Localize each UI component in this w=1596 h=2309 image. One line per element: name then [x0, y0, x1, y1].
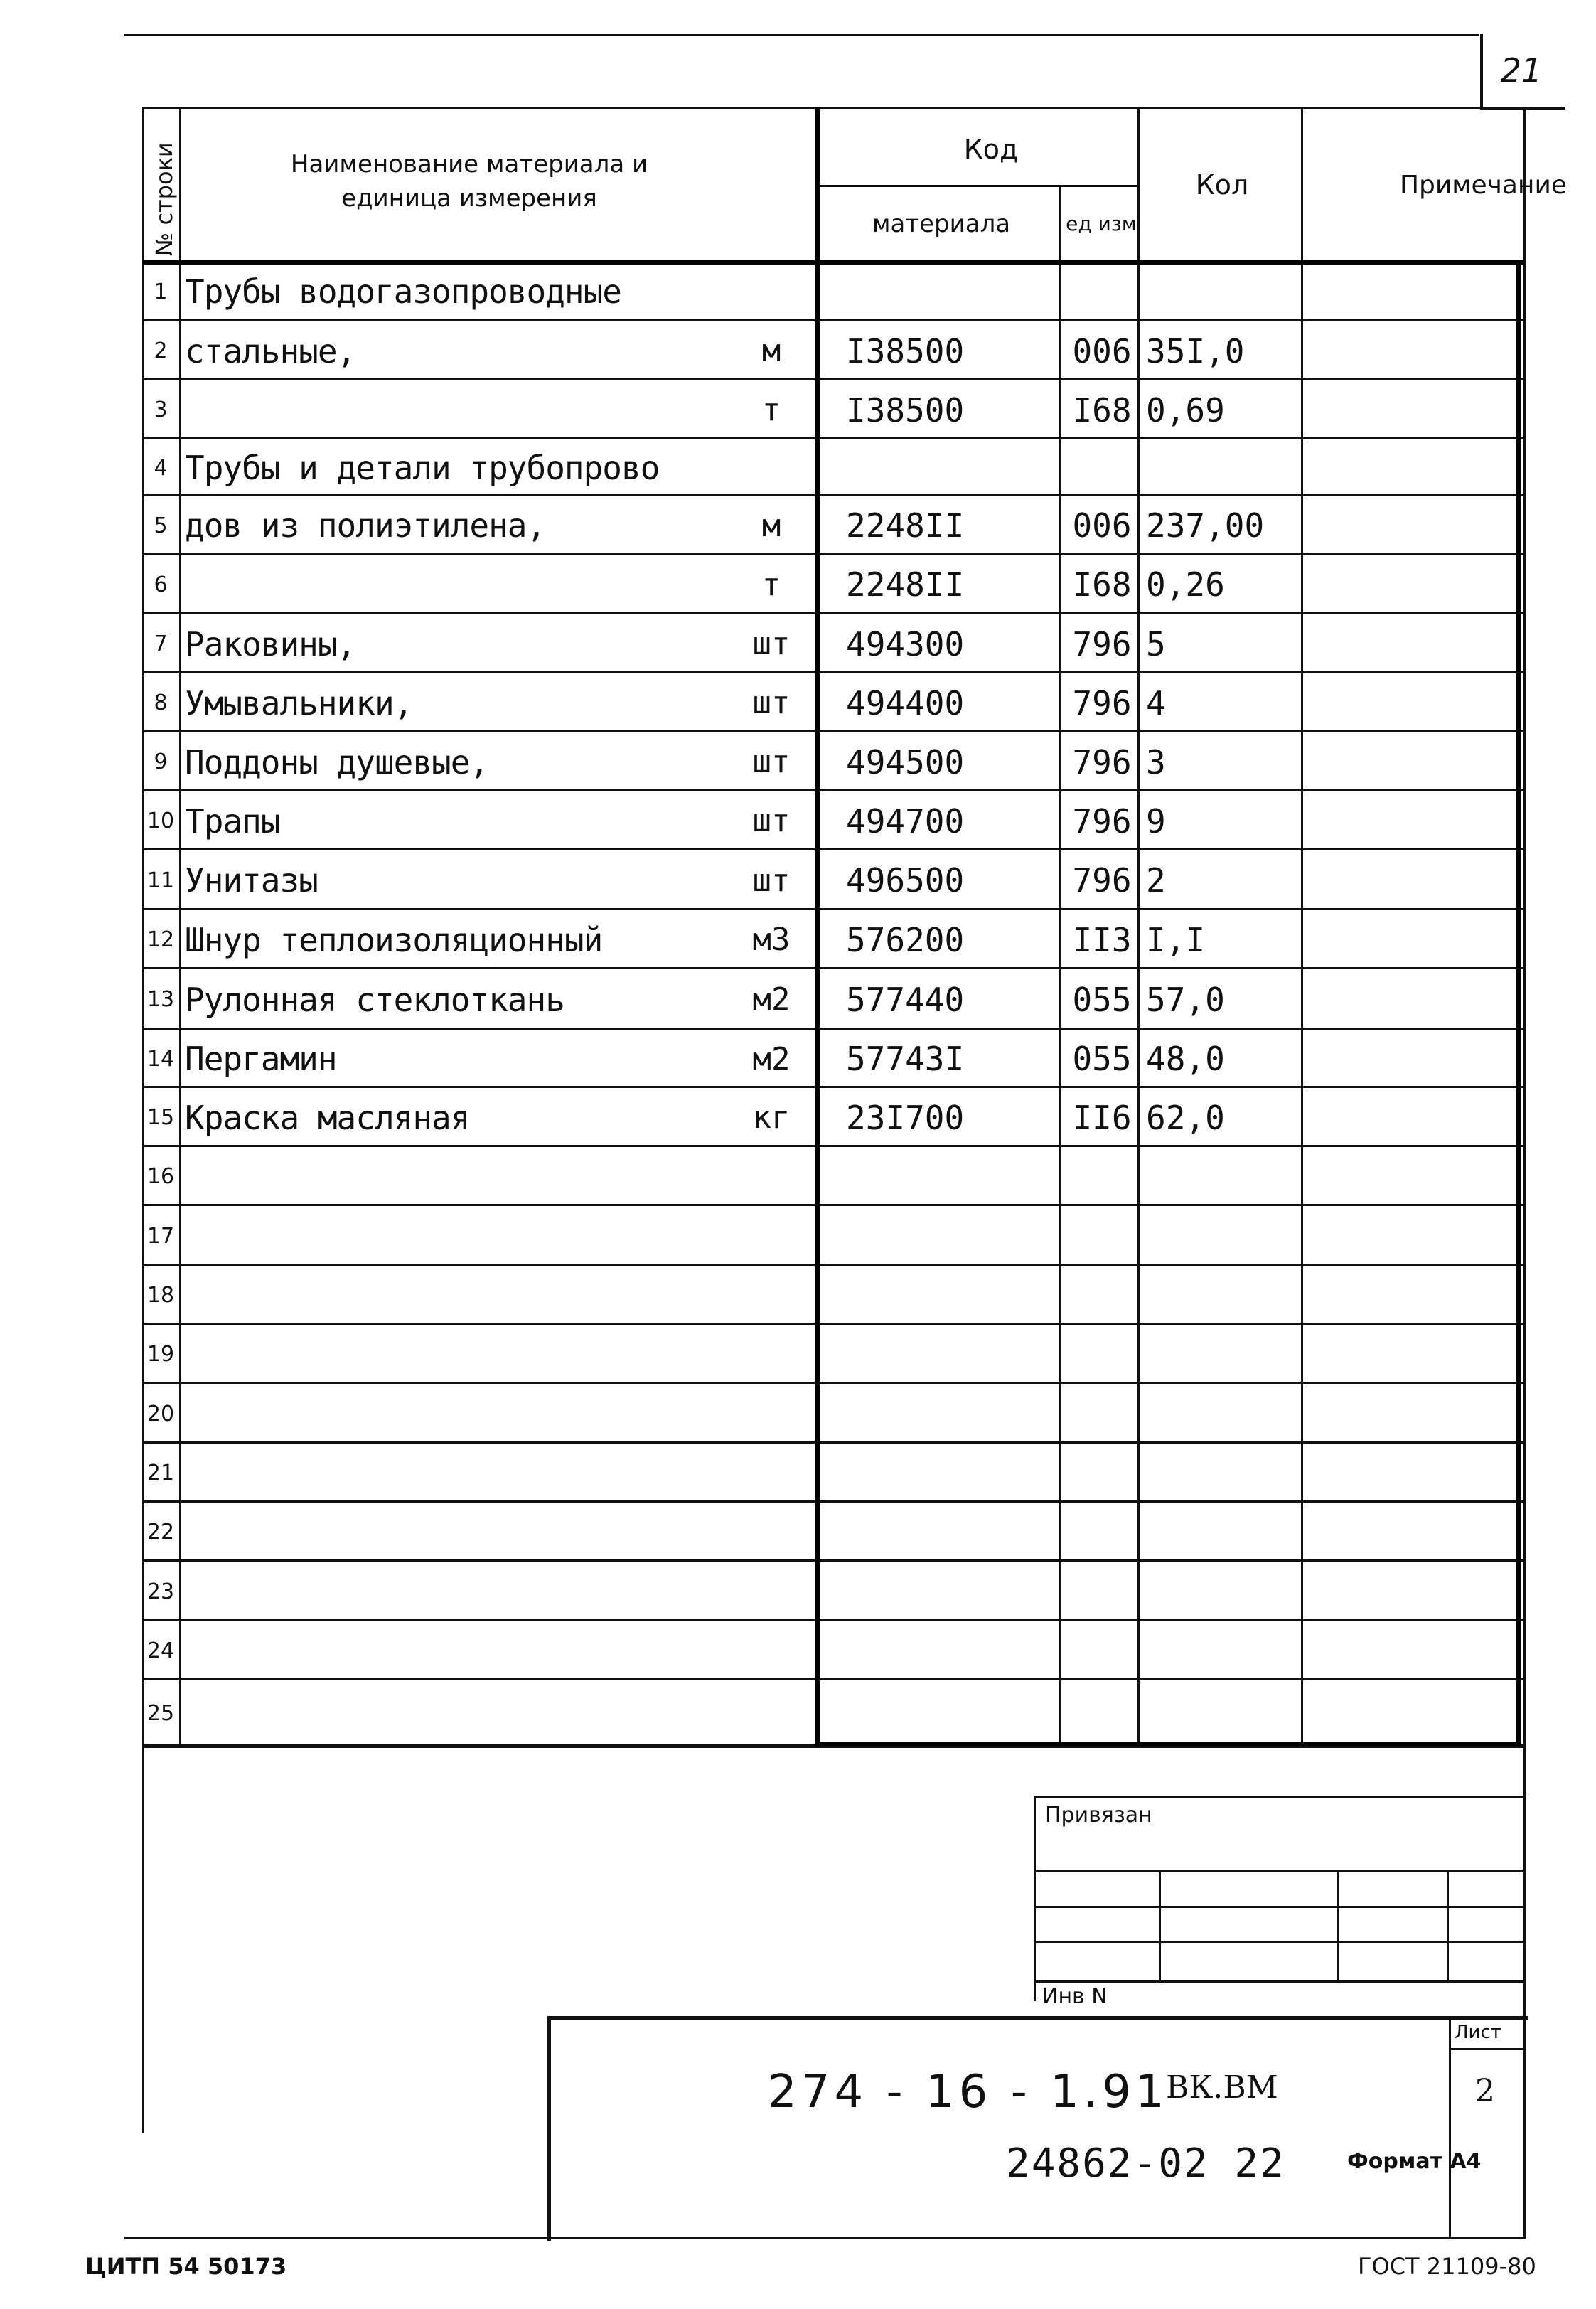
material-code: 494300 — [846, 624, 965, 663]
material-code — [846, 439, 1088, 496]
unit-code: 796 — [1072, 801, 1132, 841]
row-number: 3 — [154, 398, 168, 422]
unit-code: II6 — [1072, 1098, 1132, 1137]
quantity — [1139, 439, 1310, 496]
table-row — [142, 1325, 1524, 1384]
material-name — [185, 1384, 818, 1444]
quantity: 3 — [1146, 742, 1166, 782]
unit-of-measure — [725, 1206, 818, 1266]
row-number: 14 — [146, 1046, 175, 1072]
material-name — [185, 1680, 818, 1746]
quantity: I,I — [1146, 920, 1206, 959]
doc-mark: ВК.ВМ — [1166, 2069, 1278, 2106]
unit-of-measure: т — [761, 566, 781, 603]
unit-code: II3 — [1072, 920, 1132, 959]
material-code — [846, 262, 1088, 321]
page-number: 21 — [1500, 51, 1543, 90]
unit-code: I68 — [1072, 565, 1132, 604]
unit-of-measure — [725, 1384, 818, 1444]
material-code: 494500 — [846, 742, 965, 782]
quantity — [1139, 1680, 1310, 1746]
unit-of-measure — [725, 1503, 818, 1562]
table-row — [142, 732, 1524, 791]
material-code: I38500 — [846, 331, 965, 370]
row-number: 9 — [154, 750, 168, 774]
table-row — [142, 1680, 1524, 1746]
material-name: Пергамин — [185, 1040, 337, 1078]
material-name: Трубы водогазопроводные — [185, 272, 621, 311]
table-row — [142, 1206, 1524, 1266]
unit-code — [1063, 1680, 1141, 1746]
unit-code — [1063, 1206, 1141, 1266]
table-row — [142, 1444, 1524, 1503]
table-row — [142, 1384, 1524, 1444]
table-row — [142, 910, 1524, 969]
unit-of-measure — [725, 1444, 818, 1503]
top-frame-line — [124, 34, 1479, 36]
unit-of-measure: шт — [752, 803, 791, 839]
table-row — [142, 1147, 1524, 1206]
doc-code: 274 - 16 - 1.91 — [768, 2066, 1169, 2118]
row-number: 25 — [146, 1700, 175, 1726]
material-name — [185, 1503, 818, 1562]
left-mark: ЦИТП 54 50173 — [85, 2253, 287, 2280]
unit-code: I68 — [1072, 390, 1132, 430]
sheet-number: 2 — [1475, 2073, 1495, 2109]
material-code — [846, 1621, 1088, 1680]
material-name: Трубы и детали трубопрово — [185, 449, 660, 487]
material-code: 494700 — [846, 801, 965, 841]
table-row — [142, 262, 1524, 321]
material-name: стальные, — [185, 331, 356, 370]
material-name: Умывальники, — [185, 683, 413, 722]
material-name: Поддоны душевые, — [185, 742, 489, 782]
quantity: 0,26 — [1146, 565, 1225, 604]
unit-code: 055 — [1072, 980, 1132, 1019]
table-row — [142, 1621, 1524, 1680]
unit-code — [1063, 439, 1141, 496]
header-name: Наименование материала и единица измерения — [290, 150, 648, 213]
quantity: 48,0 — [1146, 1040, 1225, 1078]
material-code: 494400 — [846, 683, 965, 722]
unit-of-measure: шт — [752, 744, 791, 780]
unit-code — [1063, 1384, 1141, 1444]
row-number: 21 — [146, 1461, 175, 1486]
unit-of-measure: шт — [752, 685, 791, 721]
row-number: 1 — [154, 279, 168, 304]
material-code — [846, 1266, 1088, 1325]
quantity: 2 — [1146, 861, 1166, 900]
quantity: 0,69 — [1146, 390, 1225, 430]
row-number: 15 — [146, 1105, 175, 1130]
material-name — [185, 1206, 818, 1266]
unit-of-measure — [725, 1325, 818, 1384]
header-code-divider — [818, 185, 1137, 187]
col-line-name — [815, 107, 820, 1746]
row-number: 13 — [146, 987, 175, 1012]
material-code — [846, 1503, 1088, 1562]
materials-table — [142, 262, 1524, 1746]
row-number: 17 — [146, 1223, 175, 1249]
material-code — [846, 1680, 1088, 1746]
col-line-code — [1059, 262, 1061, 1746]
quantity — [1139, 1562, 1310, 1621]
unit-code: 796 — [1072, 742, 1132, 782]
header-bottom-line — [142, 260, 1524, 265]
row-number: 10 — [146, 809, 175, 833]
unit-code — [1063, 262, 1141, 321]
quantity — [1139, 262, 1310, 321]
col-line-ed — [1137, 107, 1140, 1746]
attached-col-1 — [1159, 1870, 1161, 1980]
row-number: 2 — [154, 338, 168, 363]
row-number: 12 — [146, 927, 175, 952]
quantity — [1139, 1621, 1310, 1680]
attached-row-4 — [1034, 1980, 1524, 1983]
attached-row-3 — [1034, 1941, 1524, 1943]
sheet-col-line — [1449, 2020, 1451, 2237]
unit-of-measure — [725, 1147, 818, 1206]
unit-code — [1063, 1621, 1141, 1680]
row-number: 20 — [146, 1401, 175, 1427]
unit-of-measure: шт — [752, 626, 791, 662]
material-name — [185, 380, 818, 439]
material-name: дов из полиэтилена, — [185, 506, 546, 545]
header-ed-divider — [1059, 185, 1061, 262]
material-name: Шнур теплоизоляционный — [185, 920, 603, 959]
material-code — [846, 1384, 1088, 1444]
quantity: 57,0 — [1146, 980, 1225, 1019]
unit-code — [1063, 1562, 1141, 1621]
quantity: 62,0 — [1146, 1098, 1225, 1137]
unit-of-measure — [725, 262, 818, 321]
unit-of-measure — [725, 1266, 818, 1325]
unit-of-measure: т — [761, 392, 781, 428]
unit-code — [1063, 1266, 1141, 1325]
unit-of-measure: м2 — [752, 1040, 791, 1077]
quantity — [1139, 1147, 1310, 1206]
unit-code: 796 — [1072, 683, 1132, 722]
material-name — [185, 1621, 818, 1680]
unit-of-measure — [725, 1562, 818, 1621]
material-name: Рулонная стеклоткань — [185, 980, 564, 1019]
table-row — [142, 1088, 1524, 1147]
material-code — [846, 1325, 1088, 1384]
unit-of-measure: м — [761, 333, 781, 369]
table-row — [142, 1030, 1524, 1088]
material-name: Краска масляная — [185, 1098, 470, 1137]
col-line-qty — [1301, 107, 1303, 1746]
quantity — [1139, 1503, 1310, 1562]
unit-of-measure: м3 — [752, 922, 791, 958]
unit-of-measure — [725, 1680, 818, 1746]
table-row — [142, 1266, 1524, 1325]
material-code: 2248II — [846, 565, 965, 604]
material-name — [185, 1444, 818, 1503]
quantity — [1139, 1206, 1310, 1266]
table-row — [142, 673, 1524, 732]
row-number: 4 — [154, 455, 168, 481]
quantity — [1139, 1444, 1310, 1503]
table-row — [142, 1503, 1524, 1562]
quantity: 5 — [1146, 624, 1166, 663]
row-number: 5 — [154, 513, 168, 538]
material-code — [846, 1206, 1088, 1266]
unit-code — [1063, 1325, 1141, 1384]
material-name — [185, 1325, 818, 1384]
archive-number: 24862-02 22 — [1006, 2140, 1285, 2187]
header-note: Примечание — [1399, 170, 1568, 200]
unit-of-measure: м — [761, 507, 781, 544]
quantity — [1139, 1325, 1310, 1384]
doc-code-box — [547, 2016, 1528, 2241]
attached-row-1 — [1034, 1870, 1524, 1872]
format-label: Формат А4 — [1347, 2149, 1482, 2174]
table-row — [142, 791, 1524, 850]
unit-of-measure: шт — [752, 862, 791, 899]
material-code — [846, 1562, 1088, 1621]
quantity: 237,00 — [1146, 506, 1265, 545]
material-code: 577440 — [846, 980, 965, 1019]
unit-of-measure: м2 — [752, 981, 791, 1018]
inv-label: Инв N — [1042, 1984, 1108, 2009]
col-line-rownum — [179, 107, 181, 1746]
row-number: 22 — [146, 1520, 175, 1545]
header-code-unit: ед изм — [1066, 212, 1137, 235]
table-row — [142, 380, 1524, 439]
material-code: I38500 — [846, 390, 965, 430]
unit-of-measure: кг — [752, 1099, 791, 1136]
quantity: 35I,0 — [1146, 331, 1245, 370]
row-number: 18 — [146, 1283, 175, 1308]
material-name — [185, 1562, 818, 1621]
material-name — [185, 1147, 818, 1206]
material-code: 496500 — [846, 861, 965, 900]
unit-code: 796 — [1072, 624, 1132, 663]
unit-code: 006 — [1072, 331, 1132, 370]
table-header — [142, 107, 1568, 262]
sheet-label-line — [1449, 2048, 1524, 2050]
header-qty: Кол — [1195, 169, 1249, 201]
table-row — [142, 1562, 1524, 1621]
row-number: 16 — [146, 1164, 175, 1189]
quantity — [1139, 1266, 1310, 1325]
unit-of-measure — [725, 439, 818, 496]
material-name: Унитазы — [185, 861, 318, 900]
header-code-material: материала — [872, 210, 1011, 238]
material-code: 23I700 — [846, 1098, 965, 1137]
unit-code: 006 — [1072, 506, 1132, 545]
table-row — [142, 321, 1524, 380]
unit-code: 055 — [1072, 1040, 1132, 1078]
header-rownum: № строки — [151, 142, 178, 256]
table-row — [142, 850, 1524, 910]
standard-label: ГОСТ 21109-80 — [1358, 2253, 1536, 2280]
material-name: Раковины, — [185, 624, 356, 663]
material-code — [846, 1147, 1088, 1206]
material-name: Трапы — [185, 801, 280, 841]
row-number: 24 — [146, 1638, 175, 1663]
stamp-top-line — [142, 1746, 1524, 1748]
row-number: 23 — [146, 1579, 175, 1604]
attached-row-2 — [1034, 1906, 1524, 1908]
material-code: 576200 — [846, 920, 965, 959]
row-number: 19 — [146, 1342, 175, 1367]
material-code — [846, 1444, 1088, 1503]
material-code: 2248II — [846, 506, 965, 545]
attached-label: Привязан — [1045, 1803, 1152, 1828]
row-number: 7 — [154, 631, 168, 656]
col-line-note — [1516, 262, 1521, 1746]
sheet-label: Лист — [1455, 2022, 1501, 2043]
row-number: 6 — [154, 572, 168, 597]
material-name — [185, 555, 818, 614]
header-code-group: Код — [963, 134, 1019, 165]
unit-code — [1063, 1147, 1141, 1206]
table-row — [142, 496, 1524, 555]
material-name — [185, 1266, 818, 1325]
attached-col-2 — [1337, 1870, 1339, 1980]
quantity — [1139, 1384, 1310, 1444]
title-block — [142, 1746, 1524, 2237]
table-row — [142, 614, 1524, 673]
row-number: 8 — [154, 690, 168, 715]
material-code: 57743I — [846, 1040, 965, 1078]
table-row — [142, 555, 1524, 614]
quantity: 4 — [1146, 683, 1166, 722]
table-row — [142, 969, 1524, 1030]
attached-col-3 — [1447, 1870, 1449, 1980]
unit-of-measure — [725, 1621, 818, 1680]
unit-code — [1063, 1444, 1141, 1503]
quantity: 9 — [1146, 801, 1166, 841]
table-row — [142, 439, 1524, 496]
unit-code: 796 — [1072, 861, 1132, 900]
row-number: 11 — [146, 868, 175, 893]
unit-code — [1063, 1503, 1141, 1562]
